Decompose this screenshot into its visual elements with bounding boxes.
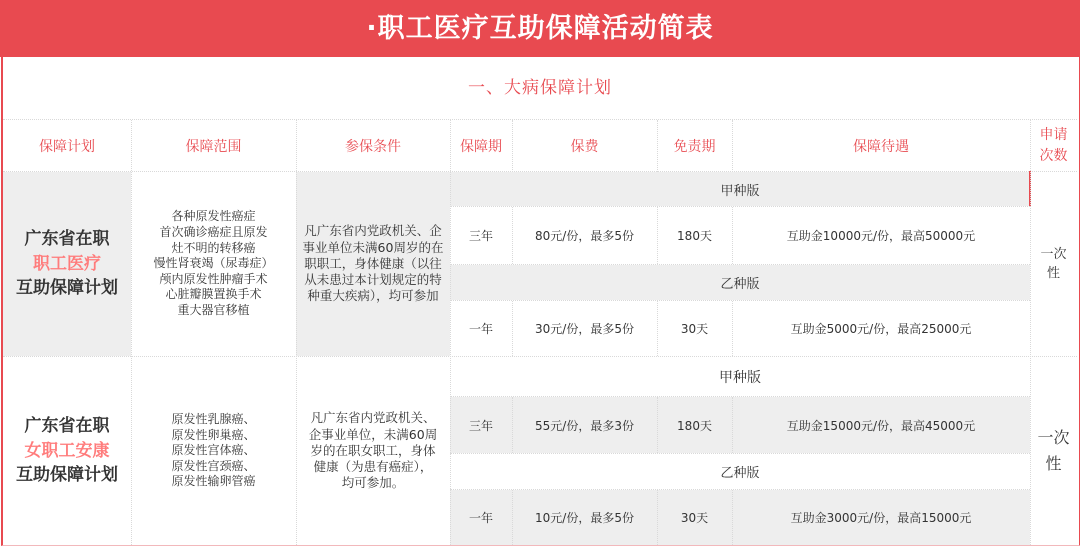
header-premium: 保费 [512, 120, 657, 171]
plan-1-claims: 一次 性 [1030, 172, 1077, 356]
grid-line [657, 120, 658, 172]
grid-line [512, 490, 513, 545]
grid-line [512, 120, 513, 172]
grid-line [131, 120, 132, 545]
plan-1-version-b-label: 乙种版 [450, 265, 1030, 300]
plan-1-version-a-premium: 80元/份，最多5份 [512, 207, 657, 264]
plan-1-version-a-benefit: 互助金10000元/份，最高50000元 [732, 207, 1030, 264]
plan-2-name-line3: 互助保障计划 [16, 465, 118, 486]
grid-line [732, 301, 733, 356]
header-conditions: 参保条件 [296, 120, 450, 171]
plan-2-version-b-deductible: 30天 [657, 490, 732, 545]
grid-line [512, 397, 513, 453]
grid-line [732, 490, 733, 545]
grid-line [1030, 120, 1031, 545]
plan-1-name-line3: 互助保障计划 [16, 278, 118, 299]
plan-2-version-b-period: 一年 [450, 490, 512, 545]
grid-line [512, 207, 513, 264]
plan-1-conditions: 凡广东省内党政机关、企 事业单位未满60周岁的在 职职工，身体健康（以往 从未患过本计划规定的特 种重大疾病），均可参加 [296, 172, 450, 356]
grid-line [657, 301, 658, 356]
plan-2-name [3, 357, 131, 545]
grid-line [732, 397, 733, 453]
plan-1-scope: 各种原发性癌症 首次确诊癌症且原发 灶不明的转移癌 慢性肾衰竭（尿毒症） 颅内原发性肿瘤手术 心脏瓣膜置换手术 重大器官移植 [131, 172, 296, 356]
plan-2-scope: 原发性乳腺癌、 原发性卵巢癌、 原发性宫体癌、 原发性宫颈癌、 原发性输卵管癌 [131, 357, 296, 545]
grid-line [657, 490, 658, 545]
header-benefit: 保障待遇 [732, 120, 1030, 171]
plan-2-version-a-label: 甲种版 [450, 357, 1030, 396]
page-title: ·职工医疗互助保障活动简表 [0, 0, 1080, 57]
header-claims-line2: 次数 [1039, 147, 1068, 164]
plan-1-version-a-label: 甲种版 [450, 172, 1030, 206]
section-title: 一、大病保障计划 [468, 78, 612, 98]
plan-1-version-a-period: 三年 [450, 207, 512, 264]
grid-line [512, 301, 513, 356]
plan-2-version-a-deductible: 180天 [657, 397, 732, 453]
header-plan: 保障计划 [3, 120, 131, 171]
plan-1-version-b-benefit: 互助金5000元/份，最高25000元 [732, 301, 1030, 356]
plan-1-version-a-deductible: 180天 [657, 207, 732, 264]
header-claims [1030, 120, 1077, 171]
header-period: 保障期 [450, 120, 512, 171]
grid-line [657, 397, 658, 453]
plan-2-claims: 一次 性 [1030, 357, 1077, 545]
header-claims-line1: 申请 [1039, 126, 1068, 143]
plan-2-version-b-benefit: 互助金3000元/份，最高15000元 [732, 490, 1030, 545]
plan-2-version-a-premium: 55元/份，最多3份 [512, 397, 657, 453]
grid-line [732, 207, 733, 264]
plan-2-conditions: 凡广东省内党政机关、 企事业单位，未满60周 岁的在职女职工，身体 健康（为患有癌症）， 均可参加。 [296, 357, 450, 545]
grid-line [296, 120, 297, 545]
header-scope: 保障范围 [131, 120, 296, 171]
header-deductible: 免责期 [657, 120, 732, 171]
plan-1-version-b-premium: 30元/份，最多5份 [512, 301, 657, 356]
plan-1-version-b-period: 一年 [450, 301, 512, 356]
plan-2-version-b-label: 乙种版 [450, 454, 1030, 489]
plan-2-name-line2: 女职工安康 [24, 440, 110, 461]
plan-1-version-b-deductible: 30天 [657, 301, 732, 356]
plan-2-name-line1: 广东省在职 [24, 416, 110, 437]
grid-line [732, 120, 733, 172]
plan-2-version-a-benefit: 互助金15000元/份，最高45000元 [732, 397, 1030, 453]
plan-1-name-line1: 广东省在职 [24, 229, 110, 250]
plan-1-name [3, 172, 131, 356]
grid-line [657, 207, 658, 264]
plan-1-name-line2: 职工医疗 [33, 253, 101, 274]
plan-2-version-a-period: 三年 [450, 397, 512, 453]
grid-line [450, 120, 451, 545]
plan-2-version-b-premium: 10元/份，最多5份 [512, 490, 657, 545]
